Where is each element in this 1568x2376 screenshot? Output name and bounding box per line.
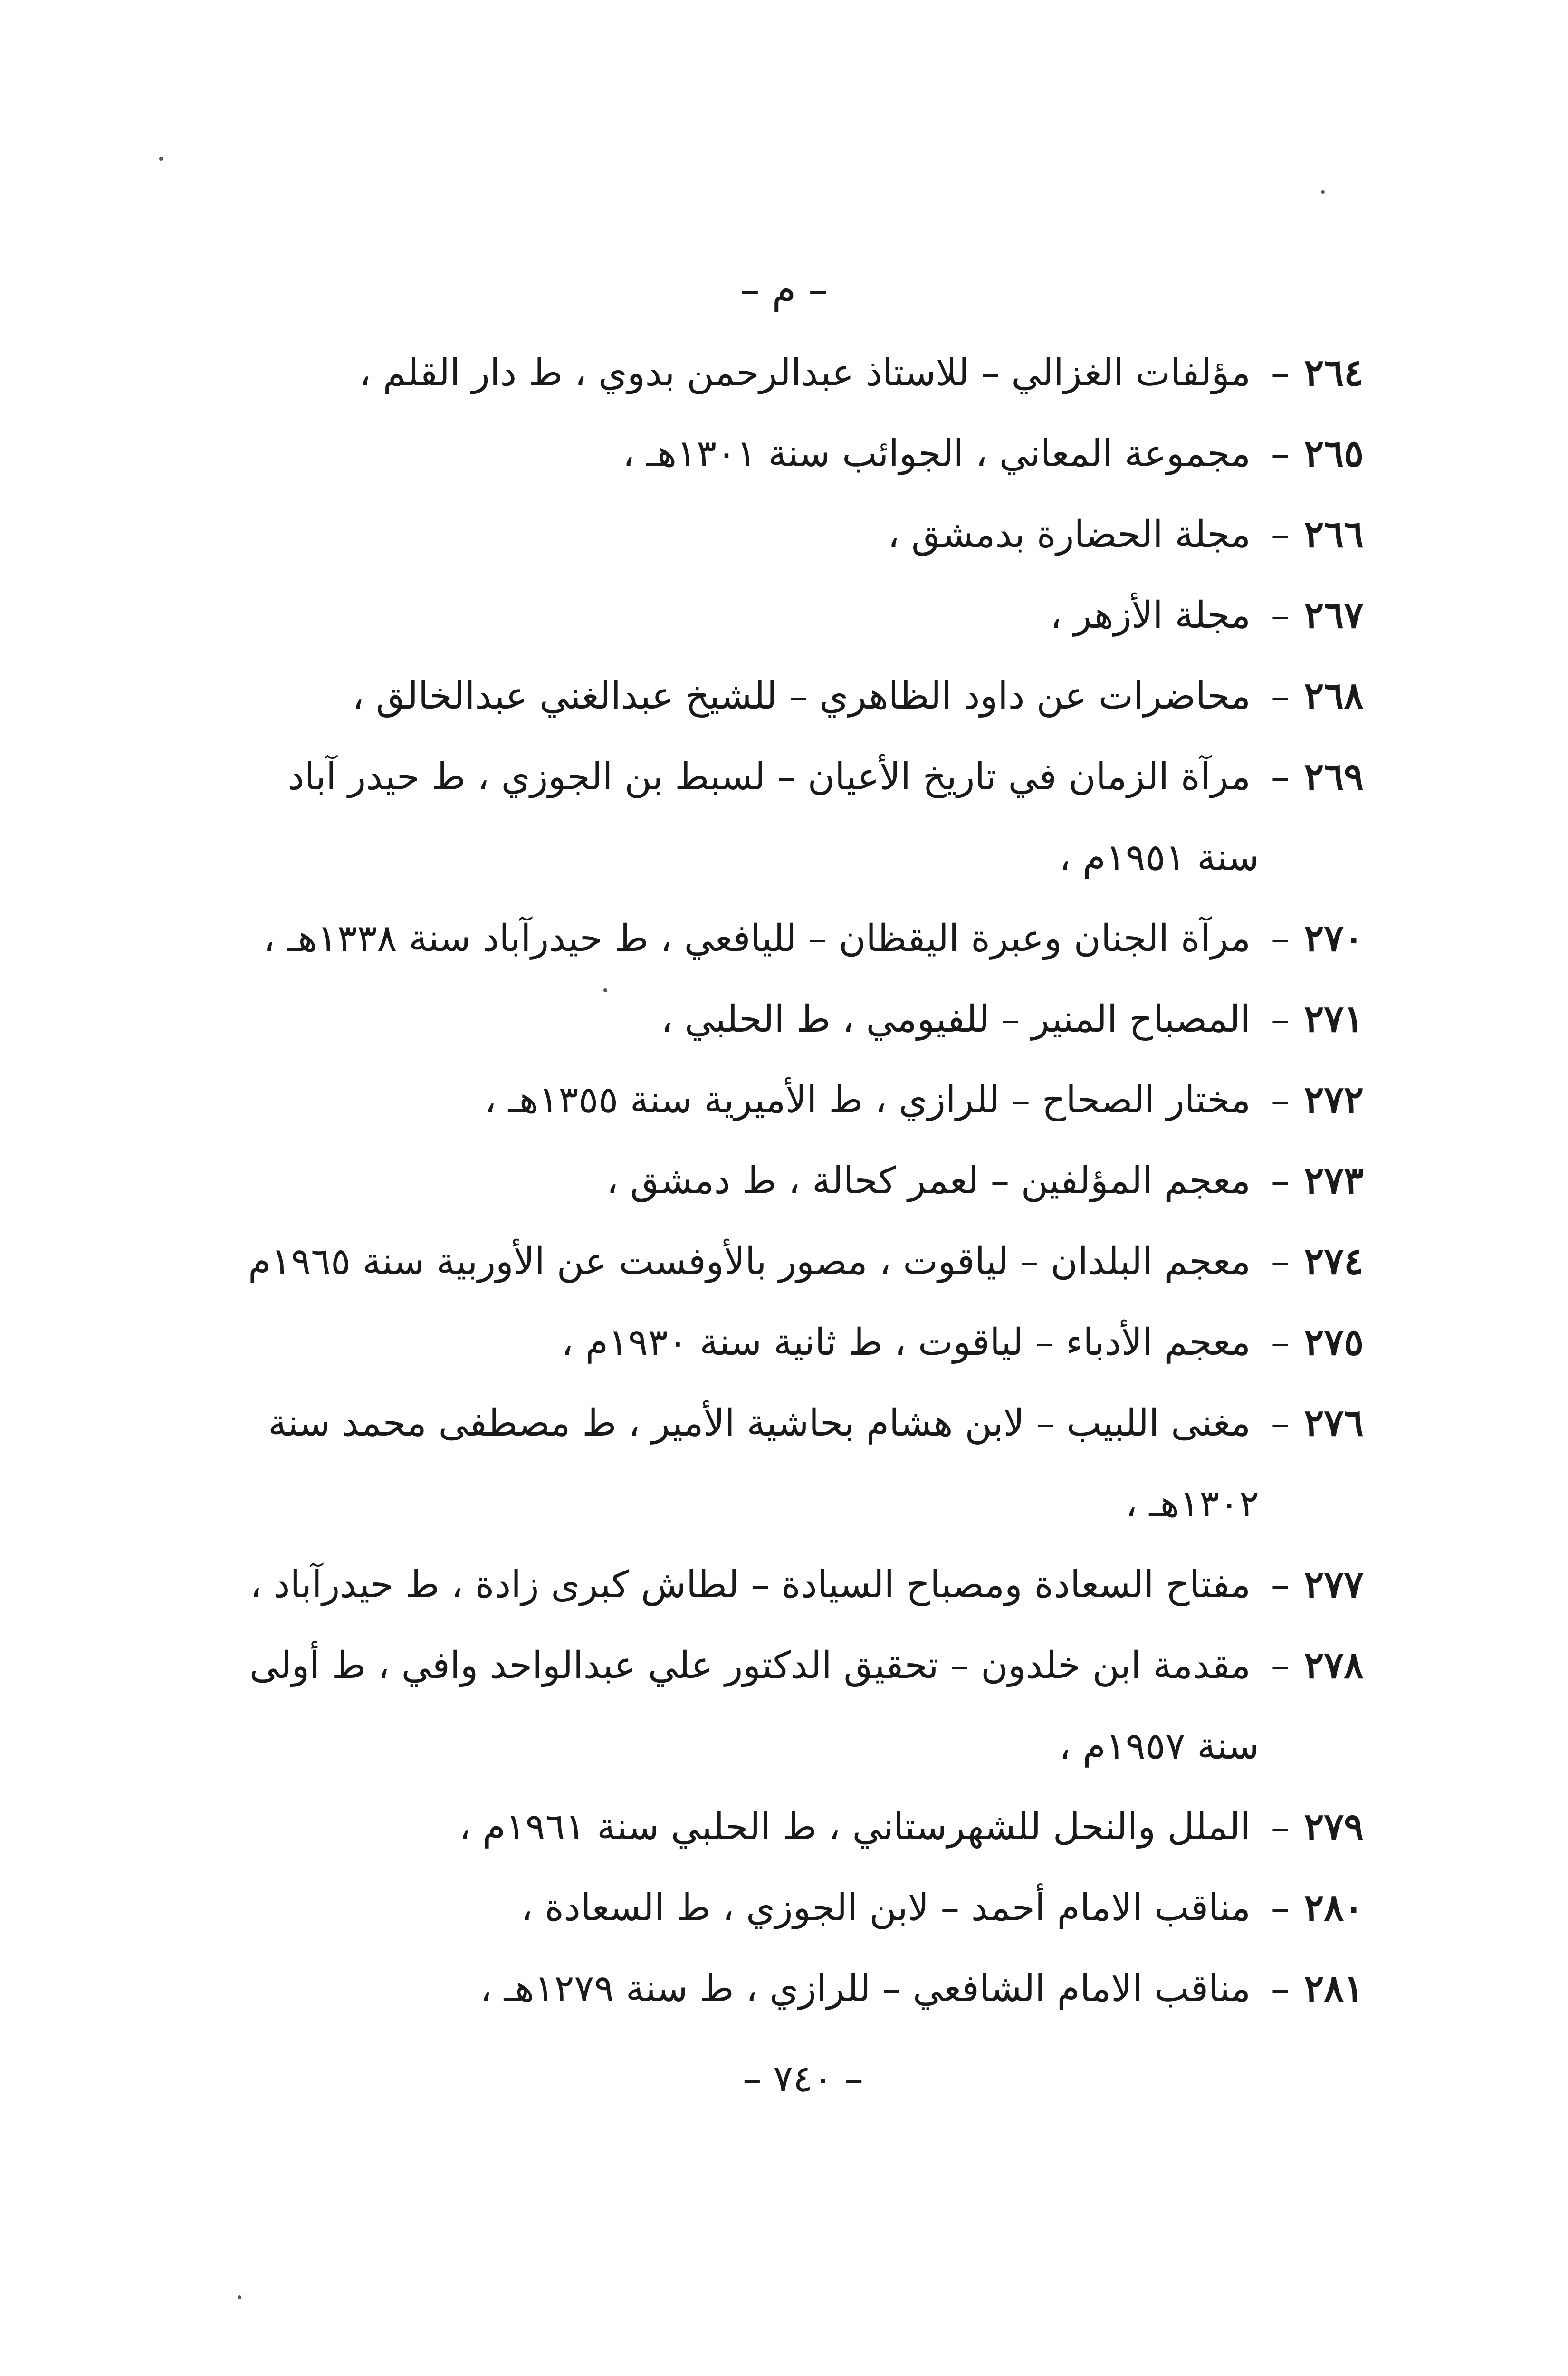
bibliography-entry: ٢٧٣– معجم المؤلفين – لعمر كحالة ، ط دمشق ، xyxy=(223,1140,1364,1221)
bibliography-entry: ٢٧٧– مفتاح السعادة ومصباح السيادة – لطاش كبرى زادة ، ط حيدرآباد ، xyxy=(223,1544,1364,1625)
bibliography-entry: ٢٧٤– معجم البلدان – لياقوت ، مصور بالأوفست عن الأوربية سنة ١٩٦٥م xyxy=(223,1221,1364,1302)
entry-text: الملل والنحل للشهرستاني ، ط الحلبي سنة ١٩٦١م ، xyxy=(459,1806,1251,1849)
entry-text: مغنى اللبيب – لابن هشام بحاشية الأمير ، ط مصطفى محمد سنة xyxy=(268,1402,1251,1445)
bibliography-entry: ٢٦٥– مجموعة المعاني ، الجوائب سنة ١٣٠١هـ ، xyxy=(223,413,1364,494)
bibliography-entry: ٢٧٢– مختار الصحاح – للرازي ، ط الأميرية سنة ١٣٥٥هـ ، xyxy=(223,1060,1364,1140)
entry-text: محاضرات عن داود الظاهري – للشيخ عبدالغني عبدالخالق ، xyxy=(352,675,1251,718)
entry-number: ٢٧٦ xyxy=(1304,1401,1364,1445)
entry-text: مختار الصحاح – للرازي ، ط الأميرية سنة ١٣٥٥هـ ، xyxy=(484,1079,1251,1121)
entry-number: ٢٨٠ xyxy=(1304,1886,1364,1929)
bibliography-entry: ٢٧٨– مقدمة ابن خلدون – تحقيق الدكتور علي عبدالواحد وافي ، ط أولى سنة ١٩٥٧م ، xyxy=(223,1625,1364,1787)
page-number: – ٧٤٠ – xyxy=(743,2058,863,2100)
entry-number: ٢٦٩ xyxy=(1304,755,1364,798)
bibliography-entry: ٢٧٩– الملل والنحل للشهرستاني ، ط الحلبي سنة ١٩٦١م ، xyxy=(223,1787,1364,1868)
bibliography-entry: ٢٨١– مناقب الامام الشافعي – للرازي ، ط سنة ١٢٧٩هـ ، xyxy=(223,1948,1364,2029)
bibliography-entry: ٢٦٤– مؤلفات الغزالي – للاستاذ عبدالرحمن بدوي ، ط دار القلم ، xyxy=(223,333,1364,413)
bibliography-list xyxy=(223,333,1364,2029)
entry-number: ٢٧٨ xyxy=(1304,1644,1364,1687)
entry-number: ٢٦٥ xyxy=(1304,432,1364,475)
bibliography-entry: ٢٧١– المصباح المنير – للفيومي ، ط الحلبي ، xyxy=(223,979,1364,1060)
scan-speck xyxy=(159,157,163,161)
entry-number: ٢٧٧ xyxy=(1304,1563,1364,1606)
entry-text: مجموعة المعاني ، الجوائب سنة ١٣٠١هـ ، xyxy=(622,432,1251,475)
entry-text: مناقب الامام أحمد – لابن الجوزي ، ط السعادة ، xyxy=(521,1887,1251,1929)
bibliography-entry: ٢٦٨– محاضرات عن داود الظاهري – للشيخ عبدالغني عبدالخالق ، xyxy=(223,656,1364,737)
bibliography-entry: ٢٧٠– مرآة الجنان وعبرة اليقظان – لليافعي ، ط حيدرآباد سنة ١٣٣٨هـ ، xyxy=(223,898,1364,979)
entry-continuation: ١٣٠٢هـ ، xyxy=(1125,1483,1259,1525)
entry-continuation: سنة ١٩٥٧م ، xyxy=(1059,1725,1259,1768)
section-marker: – م – xyxy=(740,267,828,312)
entry-text: معجم البلدان – لياقوت ، مصور بالأوفست عن الأوربية سنة ١٩٦٥م xyxy=(248,1240,1251,1283)
entry-number: ٢٧٢ xyxy=(1304,1078,1364,1121)
entry-text: مرآة الجنان وعبرة اليقظان – لليافعي ، ط حيدرآباد سنة ١٣٣٨هـ ، xyxy=(263,917,1251,960)
entry-text: مجلة الحضارة بدمشق ، xyxy=(888,513,1251,556)
entry-number: ٢٨١ xyxy=(1304,1967,1364,2010)
bibliography-entry: ٢٦٦– مجلة الحضارة بدمشق ، xyxy=(223,494,1364,575)
bibliography-entry: ٢٦٩– مرآة الزمان في تاريخ الأعيان – لسبط بن الجوزي ، ط حيدر آباد سنة ١٩٥١م ، xyxy=(223,737,1364,898)
bibliography-entry: ٢٨٠– مناقب الامام أحمد – لابن الجوزي ، ط السعادة ، xyxy=(223,1868,1364,1948)
entry-text: مفتاح السعادة ومصباح السيادة – لطاش كبرى زادة ، ط حيدرآباد ، xyxy=(249,1563,1251,1606)
entry-number: ٢٧٥ xyxy=(1304,1321,1364,1364)
entry-number: ٢٦٤ xyxy=(1304,351,1364,394)
scan-speck xyxy=(603,988,607,992)
entry-text: مناقب الامام الشافعي – للرازي ، ط سنة ١٢٧٩هـ ، xyxy=(480,1967,1251,2010)
entry-number: ٢٧٤ xyxy=(1304,1240,1364,1283)
bibliography-entry: ٢٦٧– مجلة الأزهر ، xyxy=(223,575,1364,656)
entry-text: المصباح المنير – للفيومي ، ط الحلبي ، xyxy=(660,998,1251,1041)
entry-number: ٢٧٣ xyxy=(1304,1159,1364,1202)
bibliography-entry: ٢٧٥– معجم الأدباء – لياقوت ، ط ثانية سنة ١٩٣٠م ، xyxy=(223,1302,1364,1383)
entry-number: ٢٧٠ xyxy=(1304,917,1364,960)
entry-text: معجم الأدباء – لياقوت ، ط ثانية سنة ١٩٣٠م ، xyxy=(561,1321,1251,1364)
entry-text: معجم المؤلفين – لعمر كحالة ، ط دمشق ، xyxy=(606,1159,1251,1202)
entry-text: مؤلفات الغزالي – للاستاذ عبدالرحمن بدوي ، ط دار القلم ، xyxy=(359,352,1251,394)
entry-text: مرآة الزمان في تاريخ الأعيان – لسبط بن الجوزي ، ط حيدر آباد xyxy=(287,756,1251,798)
entry-text: مقدمة ابن خلدون – تحقيق الدكتور علي عبدالواحد وافي ، ط أولى xyxy=(249,1644,1251,1687)
bibliography-entry: ٢٧٦– مغنى اللبيب – لابن هشام بحاشية الأمير ، ط مصطفى محمد سنة ١٣٠٢هـ ، xyxy=(223,1383,1364,1544)
entry-number: ٢٦٧ xyxy=(1304,594,1364,637)
entry-continuation: سنة ١٩٥١م ، xyxy=(1059,836,1259,879)
scan-speck xyxy=(238,2295,241,2299)
scan-speck xyxy=(1321,190,1325,194)
entry-number: ٢٦٨ xyxy=(1304,674,1364,718)
entry-number: ٢٦٦ xyxy=(1304,513,1364,556)
entry-text: مجلة الأزهر ، xyxy=(1050,594,1251,637)
entry-number: ٢٧١ xyxy=(1304,997,1364,1041)
entry-number: ٢٧٩ xyxy=(1304,1805,1364,1849)
